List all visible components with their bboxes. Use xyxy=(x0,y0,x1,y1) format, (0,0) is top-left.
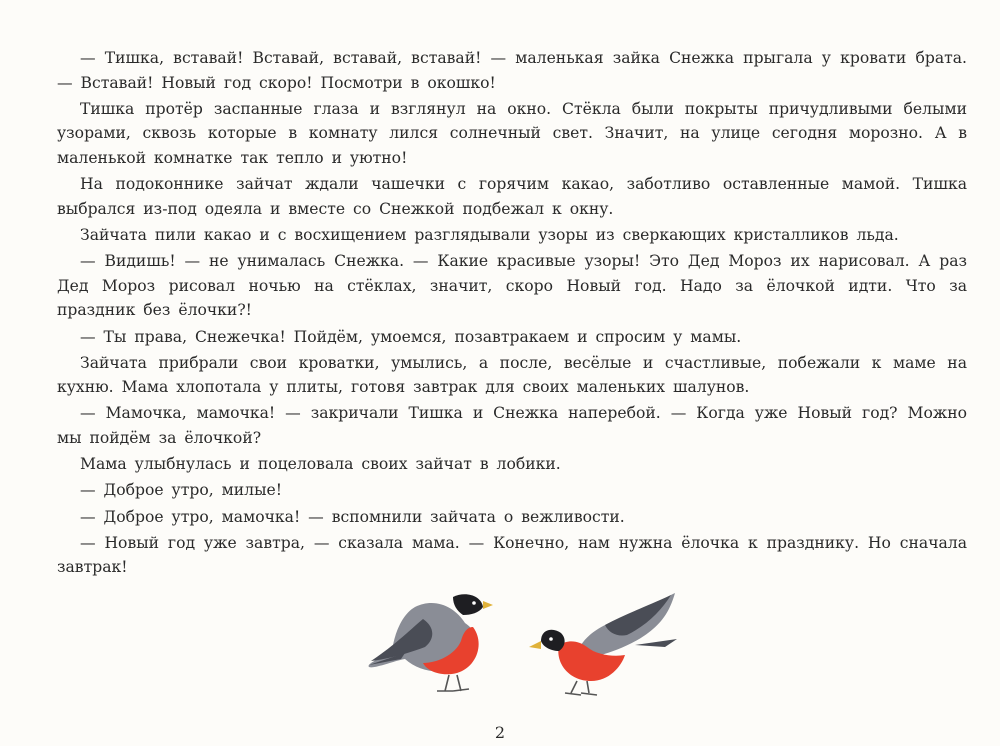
bullfinch-birds-icon xyxy=(365,585,680,700)
paragraph: Тишка протёр заспанные глаза и взглянул на окно. Стёкла были покрыты причудливыми белыми узорами, сквозь которые в комнату лился солнечный свет. Значит, на улице сегодня морозно. А в маленькой комнатке так тепло и уютно! xyxy=(57,99,967,167)
paragraph: — Ты права, Снежечка! Пойдём, умоемся, позавтракаем и спросим у мамы. xyxy=(80,327,742,346)
paragraph: Зайчата прибрали свои кроватки, умылись, а после, весёлые и счастливые, побежали к маме на кухню. Мама хлопотала у плиты, готовя завтрак для своих маленьких шалунов. xyxy=(57,353,967,397)
paragraph: — Доброе утро, милые! xyxy=(80,481,282,500)
paragraph: — Мамочка, мамочка! — закричали Тишка и Снежка наперебой. — Когда уже Новый год? Можно мы пойдём за ёлочкой? xyxy=(57,404,967,448)
bullfinch-left-icon xyxy=(369,594,493,691)
bullfinch-right-icon xyxy=(529,593,677,695)
paragraph: — Тишка, вставай! Вставай, вставай, вставай! — маленькая зайка Снежка прыгала у кровати брата. — Вставай! Новый год скоро! Посмотри в окошко! xyxy=(57,49,967,92)
paragraph: Зайчата пили какао и с восхищением разглядывали узоры из сверкающих кристалликов льда. xyxy=(80,225,899,244)
paragraph: — Доброе утро, мамочка! — вспомнили зайчата о вежливости. xyxy=(80,507,625,526)
paragraph: — Видишь! — не унималась Снежка. — Какие красивые узоры! Это Дед Мороз их нарисовал. А раз Дед Мороз рисовал ночью на стёклах, значит, скоро Новый год. Надо за ёлочкой идти. Что за праздник без ёлочки?! xyxy=(57,252,967,320)
paragraph: На подоконнике зайчат ждали чашечки с горячим какао, заботливо оставленные мамой. Тишка выбрался из-под одеяла и вместе со Снежкой подбежал к окну. xyxy=(57,175,967,218)
story-text xyxy=(57,46,967,582)
paragraph: — Новый год уже завтра, — сказала мама. — Конечно, нам нужна ёлочка к празднику. Но сначала завтрак! xyxy=(57,533,967,577)
paragraph: Мама улыбнулась и поцеловала своих зайчат в лобики. xyxy=(80,455,561,474)
page-number: 2 xyxy=(494,723,506,742)
